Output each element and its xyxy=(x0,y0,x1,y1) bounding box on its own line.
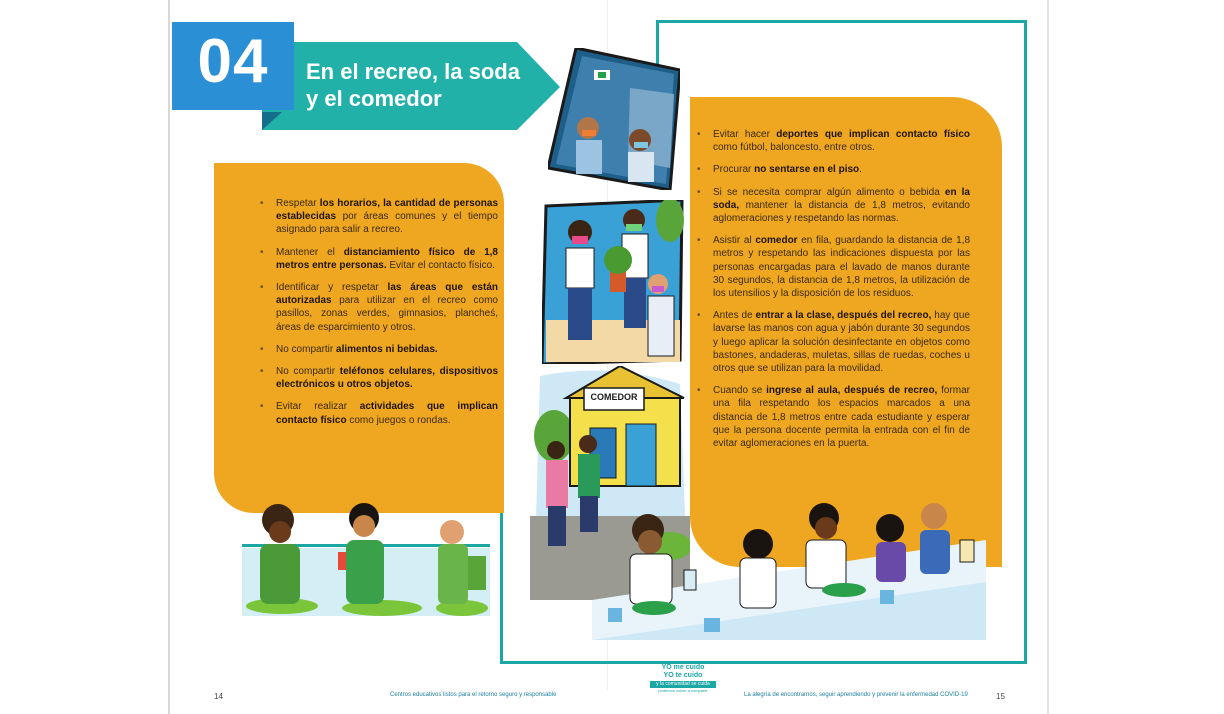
bullet-emphasis: ingrese al aula, después de recreo, xyxy=(766,385,938,397)
logo-line-3: y la comunidad se cuida xyxy=(650,681,716,688)
bullet-emphasis: entrar a la clase, después del recreo, xyxy=(755,310,932,322)
footer-text-right: La alegría de encontrarnos, seguir aprendiendo y prevenir la enfermedad COVID-19 xyxy=(744,692,968,698)
bullet-text: Evitar el contacto físico. xyxy=(386,259,495,271)
page-number-right: 15 xyxy=(996,692,1005,701)
bullet-emphasis: teléfonos celulares, dispositivos electrónicos u otros objetos. xyxy=(276,366,498,391)
campaign-logo xyxy=(650,664,716,700)
bullet-text: Cuando se xyxy=(713,385,767,397)
bullet-item xyxy=(276,365,498,391)
bullet-item xyxy=(713,163,970,176)
title-line-2: y el comedor xyxy=(306,86,442,111)
bullet-emphasis: los horarios, la cantidad de personas establecidas xyxy=(276,198,499,223)
bullet-item xyxy=(276,400,498,426)
bullet-text: por áreas comunes y el tiempo asignado para salir a recreo. xyxy=(276,211,498,236)
bullet-text: Procurar xyxy=(713,164,755,176)
bullet-text: hay que lavarse las manos con agua y jabón durante 30 segundos y luego aplicar la solución desinfectante en objetos como bastones, andaderas, muletas, sillas de ruedas, coches u otros que se utilizan para la movilidad. xyxy=(713,310,970,375)
page-edge-left xyxy=(168,0,170,714)
bullet-item xyxy=(276,197,498,237)
bullet-text: Identificar y respetar xyxy=(276,282,388,294)
illustration-dining-table xyxy=(592,490,986,640)
bullet-text: Respetar xyxy=(276,198,320,209)
right-bullet-list xyxy=(713,128,970,459)
bullet-text: No compartir xyxy=(276,343,337,355)
bullet-emphasis: distanciamiento físico de 1,8 metros entre personas. xyxy=(276,246,498,271)
section-number: 04 xyxy=(197,27,269,96)
bullet-item xyxy=(276,343,498,356)
left-bullet-list xyxy=(276,197,498,436)
bullet-item xyxy=(713,128,970,154)
teal-frame-left xyxy=(500,495,503,664)
illustration-kids-eating xyxy=(242,496,490,616)
teal-frame-bottom xyxy=(500,661,1027,664)
logo-line-2: YO te cuido xyxy=(663,672,703,679)
title-line-1: En el recreo, la soda xyxy=(306,59,520,84)
page-edge-right xyxy=(1047,0,1049,714)
bullet-emphasis: deportes que implican contacto físico xyxy=(776,129,970,140)
section-title xyxy=(306,58,546,112)
bullet-emphasis: alimentos ni bebidas. xyxy=(336,343,438,355)
bullet-text: para utilizar en el recreo como pasillos, zonas verdes, gimnasios, plancheś, áreas de esparcimiento y otros. xyxy=(276,295,498,333)
bullet-text: . xyxy=(859,164,862,176)
comedor-sign: COMEDOR xyxy=(590,392,638,402)
bullet-item xyxy=(276,281,498,334)
bullet-emphasis: actividades que implican contacto físico xyxy=(276,401,498,426)
bullet-text: Evitar hacer xyxy=(713,129,777,140)
bullet-text: en fila, guardando la distancia de 1,8 metros y respetando las indicaciones dispuesta por las personas encargadas para el lavado de manos durante 30 segundos, la distancia de 1,8 metros, la utilización de los utensilios y la disposición de los residuos. xyxy=(713,235,971,300)
bullet-text: mantener la distancia de 1,8 metros, evitando aglomeraciones y respetando las normas. xyxy=(713,199,970,225)
bullet-item xyxy=(713,384,970,450)
footer-text-left: Centros educativos listos para el retorno seguro y responsable xyxy=(390,692,557,698)
bullet-text: Antes de xyxy=(713,310,756,322)
bullet-text: Evitar realizar xyxy=(276,401,360,413)
bullet-text: Asistir al xyxy=(713,235,756,247)
bullet-emphasis: las áreas que están autorizadas xyxy=(276,282,498,307)
bullet-item xyxy=(713,309,970,375)
bullet-text: No compartir xyxy=(276,366,340,378)
bullet-item xyxy=(713,186,970,226)
bullet-emphasis: en la soda, xyxy=(713,186,970,211)
bullet-text: formar una fila respetando los espacios marcados a una distancia de 1,8 metros entre cada estudiante y esperar que la persona docente permita la entrada con el fin de evitar aglomeraciones en la puerta. xyxy=(713,385,971,450)
bullet-text: Mantener el xyxy=(276,246,344,258)
logo-line-4: podemos volver a compartir xyxy=(658,688,708,693)
illustration-students-garden xyxy=(542,200,684,364)
bullet-text: Si se necesita comprar algún alimento o bebida xyxy=(713,186,945,198)
bullet-item xyxy=(713,234,970,300)
bullet-item xyxy=(276,246,498,272)
bullet-text: como juegos o rondas. xyxy=(346,414,451,426)
bullet-emphasis: comedor xyxy=(755,235,798,247)
bullet-emphasis: no sentarse en el piso xyxy=(754,164,860,176)
section-number-block xyxy=(172,22,294,110)
illustration-hallway xyxy=(548,48,680,190)
bullet-text: como fútbol, baloncesto, entre otros. xyxy=(713,142,875,154)
logo-line-1: YO me cuido xyxy=(661,664,705,671)
page-number-left: 14 xyxy=(214,692,223,701)
